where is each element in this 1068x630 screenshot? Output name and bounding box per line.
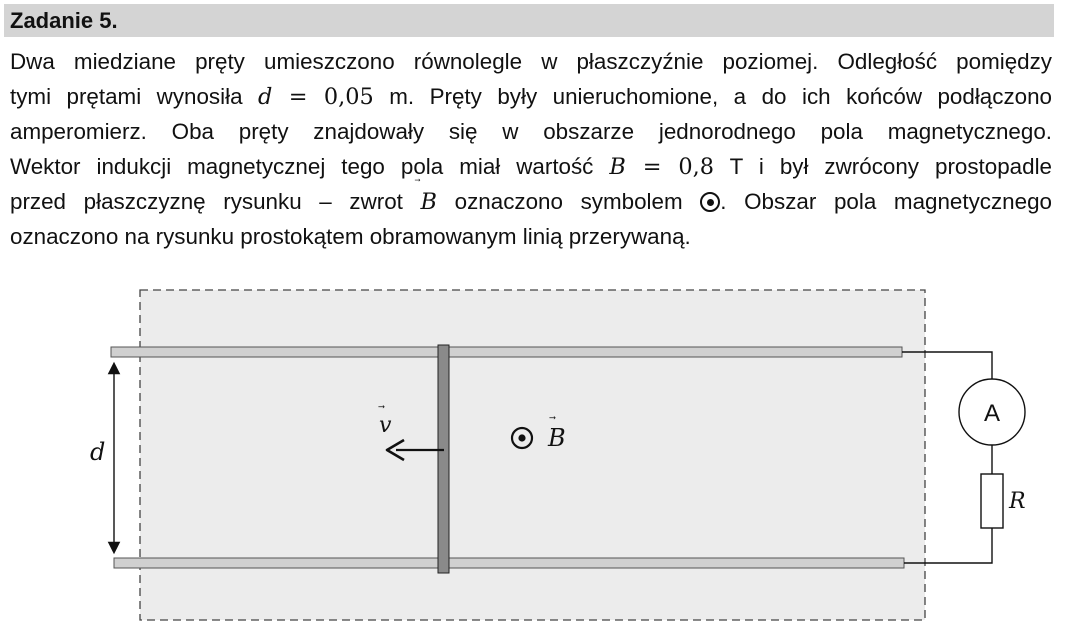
text-line-1: Dwa miedziane pręty umieszczono równolegle w płaszczyźnie poziomej. Odległość pomiędzy xyxy=(10,49,1052,74)
field-value: 0,8 xyxy=(678,154,714,180)
symbol-d: d xyxy=(258,84,273,110)
ammeter-label: A xyxy=(983,400,1001,427)
text-line-5: przed płaszczyznę rysunku – zwrot B oznaczono symbolem . Obszar pola magnetycznego xyxy=(10,184,1052,219)
velocity-label: v xyxy=(379,413,392,438)
vector-B-inline: B xyxy=(420,189,437,215)
moving-rod xyxy=(438,345,449,573)
field-label: B xyxy=(548,424,566,452)
distance-value: 0,05 xyxy=(323,84,374,110)
field-symbol-dot-icon xyxy=(518,434,525,441)
distance-label: d xyxy=(90,438,106,466)
top-rail xyxy=(111,347,902,357)
text-line-6: oznaczono na rysunku prostokątem obramowanym linią przerywaną. xyxy=(10,224,691,249)
text-line-2: tymi prętami wynosiła d = 0,05 m. Pręty były unieruchomione, a do ich końców podłączono xyxy=(10,84,1053,110)
resistor-label: R xyxy=(1009,489,1026,514)
bottom-rail xyxy=(114,558,904,568)
text-line-4: Wektor indukcji magnetycznej tego pola miał wartość B = 0,8 T i był zwrócony prostopadle xyxy=(10,154,1053,180)
text-line-3: amperomierz. Oba pręty znajdowały się w obszarze jednorodnego pola magnetycznego. xyxy=(10,119,1052,144)
task-title: Zadanie 5. xyxy=(10,8,118,33)
resistor-icon xyxy=(981,474,1003,528)
magnetic-field-region xyxy=(140,290,925,620)
symbol-B: B xyxy=(609,154,626,180)
